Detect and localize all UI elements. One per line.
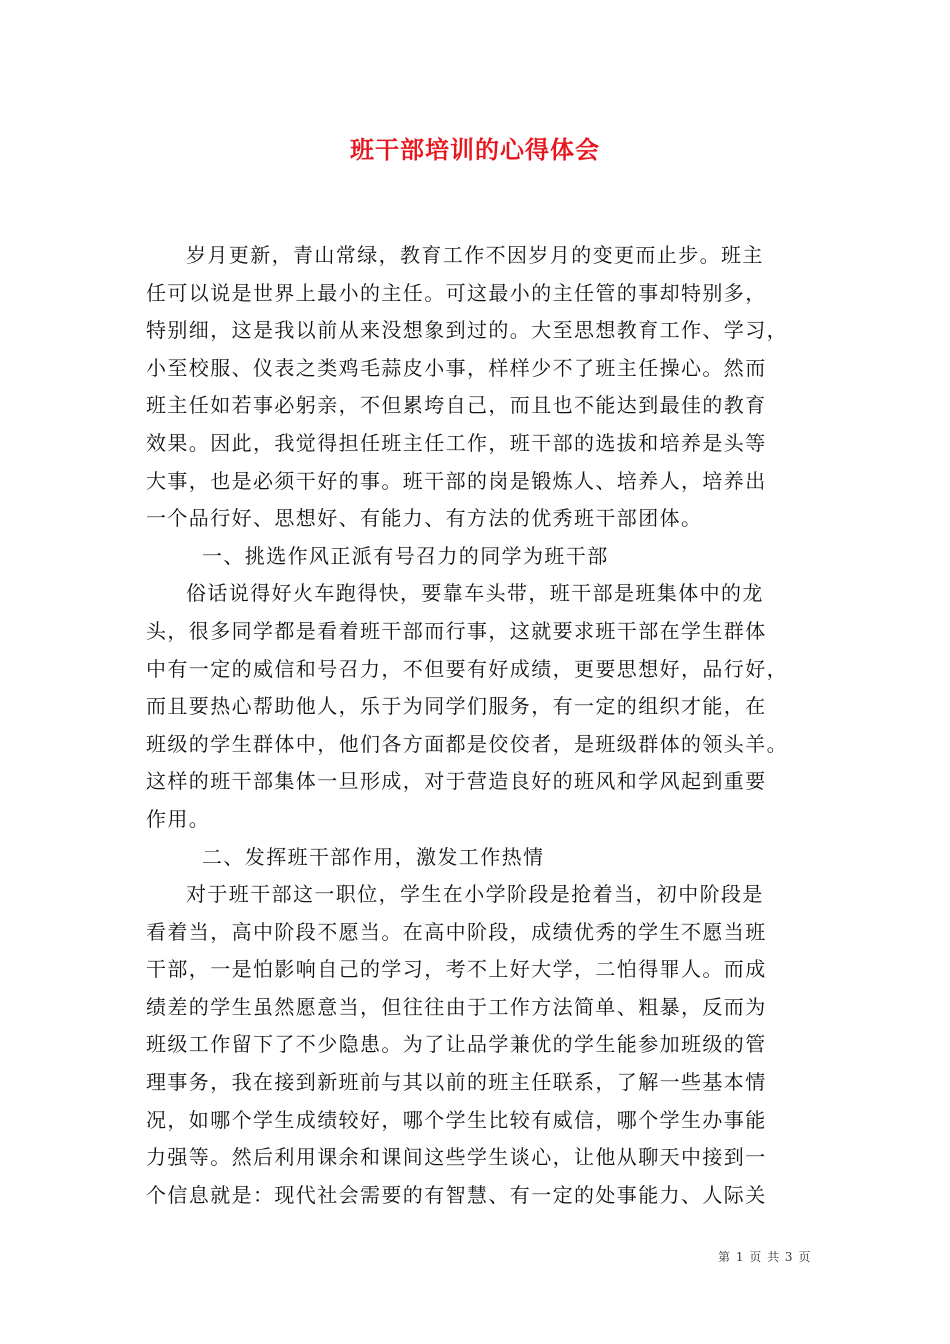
paragraph-line: 这样的班干部集体一旦形成，对于营造良好的班风和学风起到重要 <box>146 769 767 794</box>
document-body <box>146 237 811 1214</box>
paragraph-line: 班级的学生群体中，他们各方面都是佼佼者，是班级群体的领头羊。 <box>146 731 788 756</box>
paragraph-line: 个信息就是：现代社会需要的有智慧、有一定的处事能力、人际关 <box>146 1182 767 1207</box>
paragraph-line: 大事，也是必须干好的事。班干部的岗是锻炼人、培养人，培养出 <box>146 468 767 493</box>
paragraph-line: 俗话说得好火车跑得快，要靠车头带，班干部是班集体中的龙 <box>186 581 764 606</box>
document-title: 班干部培训的心得体会 <box>350 135 600 164</box>
paragraph-line: 干部，一是怕影响自己的学习，考不上好大学，二怕得罪人。而成 <box>146 957 767 982</box>
paragraph-line: 班级工作留下了不少隐患。为了让品学兼优的学生能参加班级的管 <box>146 1032 767 1057</box>
paragraph-line: 头，很多同学都是看着班干部而行事，这就要求班干部在学生群体 <box>146 618 767 643</box>
paragraph-line: 况，如哪个学生成绩较好，哪个学生比较有威信，哪个学生办事能 <box>146 1107 767 1132</box>
section-heading: 二、发挥班干部作用，激发工作热情 <box>202 844 545 869</box>
paragraph-line: 特别细，这是我以前从来没想象到过的。大至思想教育工作、学习， <box>146 318 788 343</box>
paragraph-line: 岁月更新，青山常绿，教育工作不因岁月的变更而止步。班主 <box>186 243 764 267</box>
paragraph-line: 班主任如若事必躬亲，不但累垮自己，而且也不能达到最佳的教育 <box>146 393 767 418</box>
section-heading: 一、挑选作风正派有号召力的同学为班干部 <box>202 543 609 568</box>
paragraph-line: 力强等。然后利用课余和课间这些学生谈心，让他从聊天中接到一 <box>146 1145 767 1170</box>
paragraph-line: 绩差的学生虽然愿意当，但往往由于工作方法简单、粗暴，反而为 <box>146 994 767 1019</box>
paragraph-line: 而且要热心帮助他人，乐于为同学们服务，有一定的组织才能，在 <box>146 694 767 719</box>
paragraph-line: 作用。 <box>146 806 211 831</box>
paragraph-line: 一个品行好、思想好、有能力、有方法的优秀班干部团体。 <box>146 506 703 531</box>
paragraph-line: 看着当，高中阶段不愿当。在高中阶段，成绩优秀的学生不愿当班 <box>146 919 767 944</box>
page-number-footer: 第 1 页 共 3 页 <box>718 1250 812 1264</box>
paragraph-line: 任可以说是世界上最小的主任。可这最小的主任管的事却特别多， <box>146 280 767 305</box>
paragraph-line: 效果。因此，我觉得担任班主任工作，班干部的选拔和培养是头等 <box>146 430 767 455</box>
paragraph-line: 小至校服、仪表之类鸡毛蒜皮小事，样样少不了班主任操心。然而 <box>146 355 767 380</box>
paragraph-line: 中有一定的威信和号召力，不但要有好成绩，更要思想好，品行好， <box>146 656 788 681</box>
paragraph-line: 对于班干部这一职位，学生在小学阶段是抢着当，初中阶段是 <box>186 882 764 907</box>
paragraph-line: 理事务，我在接到新班前与其以前的班主任联系，了解一些基本情 <box>146 1070 767 1095</box>
